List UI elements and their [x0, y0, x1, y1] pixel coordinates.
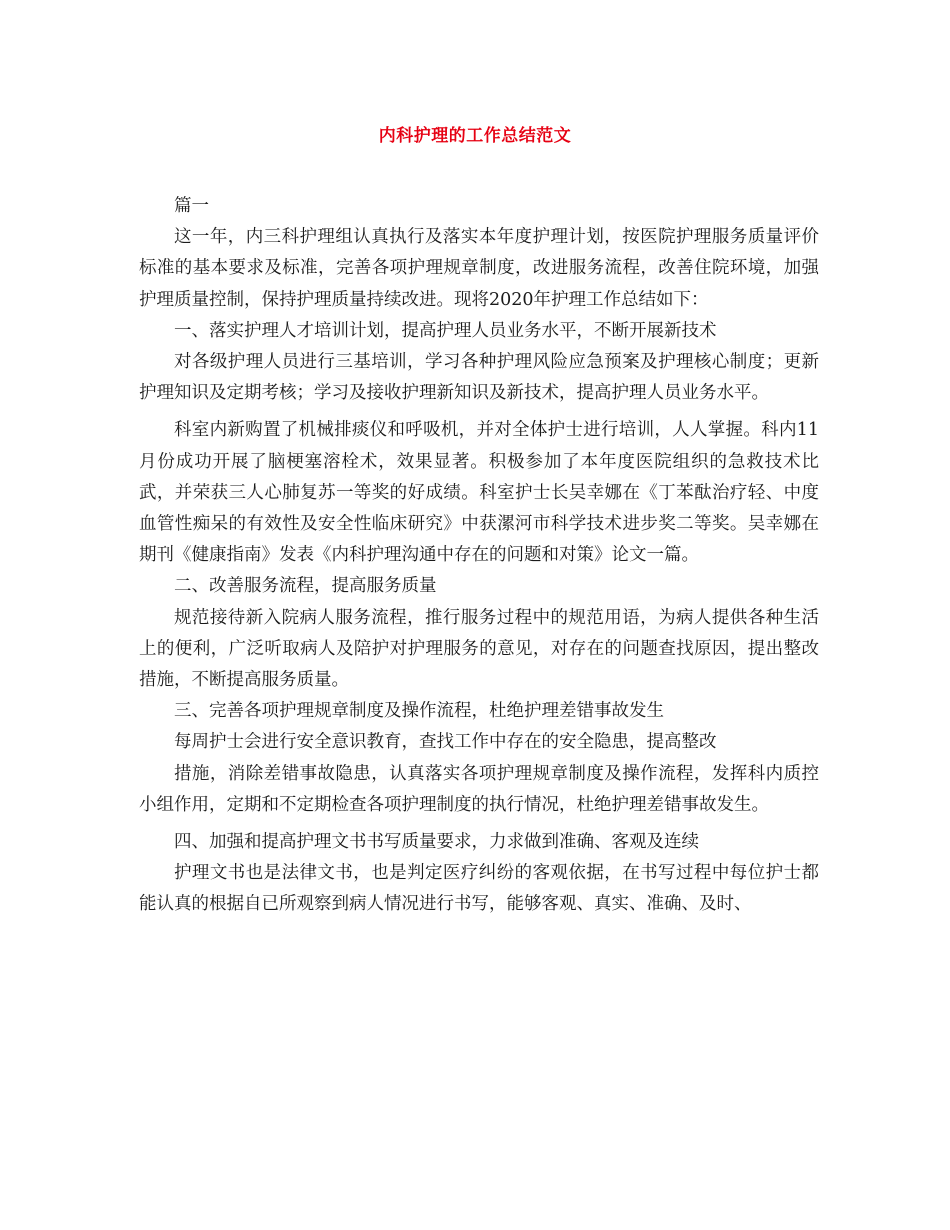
- paragraph-equipment: 科室内新购置了机械排痰仪和呼吸机，并对全体护士进行培训，人人掌握。科内11月份成功开展了脑梗塞溶栓术，效果显著。积极参加了本年度医院组织的急救技术比武，并荣获三人心肺复苏一等奖的好成绩。科室护士长吴幸娜在《丁苯酞治疗轻、中度血管性痴呆的有效性及安全性临床研究》中获漯河市科学技术进步奖二等奖。吴幸娜在期刊《健康指南》发表《内科护理沟通中存在的问题和对策》论文一篇。: [139, 420, 819, 566]
- paragraph-safety: 每周护士会进行安全意识教育，查找工作中存在的安全隐患，提高整改: [174, 732, 717, 753]
- heading-section-4: 四、加强和提高护理文书书写质量要求，力求做到准确、客观及连续: [174, 832, 699, 853]
- paragraph-intro: 这一年，内三科护理组认真执行及落实本年度护理计划，按医院护理服务质量评价标准的基本要求及标准，完善各项护理规章制度，改进服务流程，改善住院环境，加强护理质量控制，保持护理质量持续改进。现将2020年护理工作总结如下：: [139, 227, 819, 310]
- document-title: 内科护理的工作总结范文: [378, 126, 572, 146]
- heading-section-3: 三、完善各项护理规章制度及操作流程，杜绝护理差错事故发生: [174, 701, 664, 722]
- paragraph-service: 规范接待新入院病人服务流程，推行服务过程中的规范用语，为病人提供各种生活上的便利，广泛听取病人及陪护对护理服务的意见，对存在的问题查找原因，提出整改措施，不断提高服务质量。: [139, 607, 819, 691]
- paragraph-records: 护理文书也是法律文书，也是判定医疗纠纷的客观依据，在书写过程中每位护士都能认真的根据自已所观察到病人情况进行书写，能够客观、真实、准确、及时、: [139, 863, 819, 915]
- paragraph-section-label: 篇一: [174, 196, 209, 216]
- heading-section-2: 二、改善服务流程，提高服务质量: [174, 576, 437, 597]
- paragraph-measures: 措施，消除差错事故隐患，认真落实各项护理规章制度及操作流程，发挥科内质控小组作用，定期和不定期检查各项护理制度的执行情况，杜绝护理差错事故发生。: [139, 763, 819, 815]
- document-body: [139, 191, 819, 921]
- paragraph-training: 对各级护理人员进行三基培训，学习各种护理风险应急预案及护理核心制度；更新护理知识及定期考核；学习及接收护理新知识及新技术，提高护理人员业务水平。: [139, 352, 819, 404]
- heading-section-1: 一、落实护理人才培训计划，提高护理人员业务水平，不断开展新技术: [174, 320, 717, 341]
